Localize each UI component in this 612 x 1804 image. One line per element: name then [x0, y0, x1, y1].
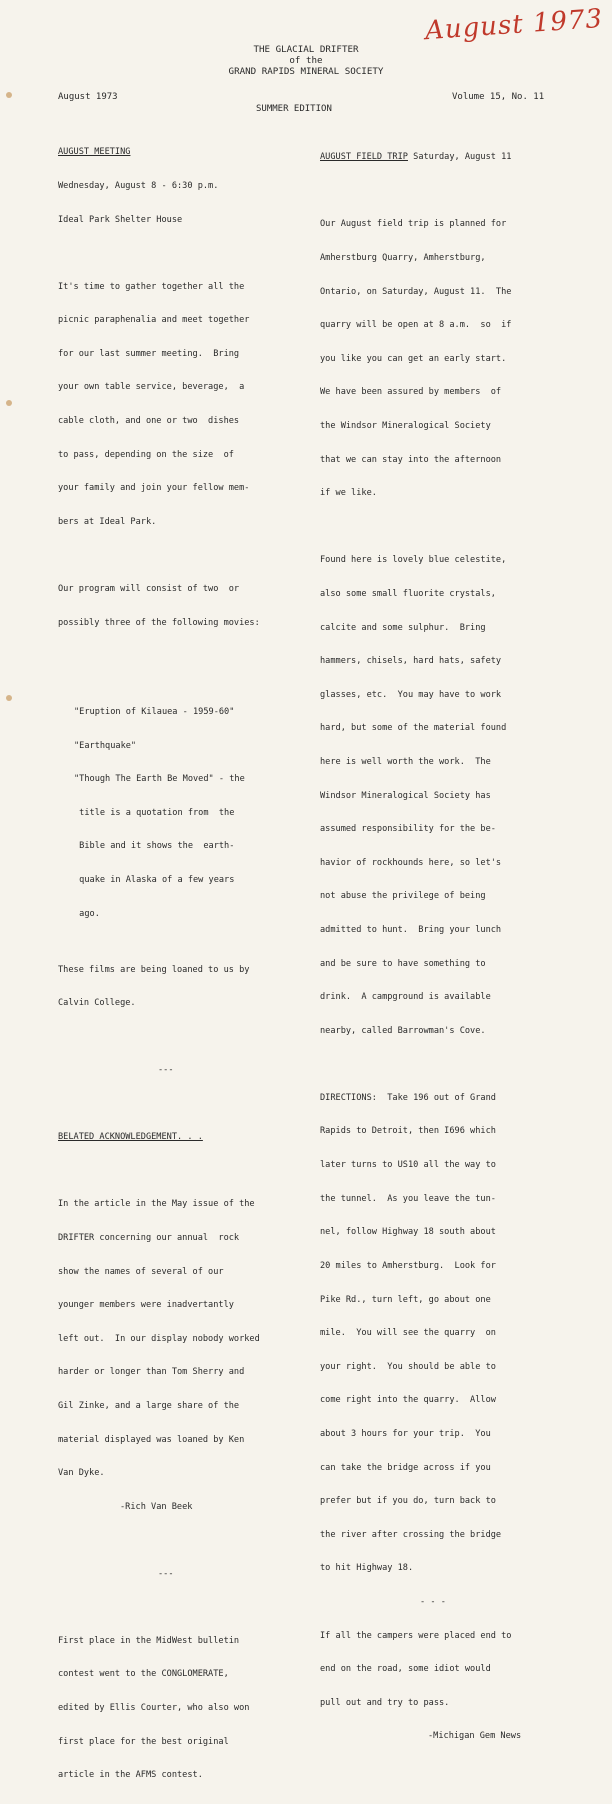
masthead-of: of the	[289, 55, 323, 66]
right-column	[320, 130, 521, 1765]
punch-mark	[6, 695, 12, 701]
joke-line: pull out and try to pass.	[320, 1697, 450, 1708]
trip-line: We have been assured by members of	[320, 387, 502, 398]
movie-line: title is a quotation from the	[74, 807, 235, 818]
trip-line: you like you can get an early start.	[320, 353, 507, 364]
program-line: Our program will consist of two or	[58, 583, 240, 594]
found-line: and be sure to have something to	[320, 958, 486, 969]
found-line: admitted to hunt. Bring your lunch	[320, 925, 502, 936]
punch-mark	[6, 92, 12, 98]
trip-line: Ontario, on Saturday, August 11. The	[320, 286, 512, 297]
joke-line: end on the road, some idiot would	[320, 1664, 491, 1675]
directions-line: come right into the quarry. Allow	[320, 1395, 496, 1406]
left-column	[58, 125, 260, 1804]
found-line: drink. A campground is available	[320, 992, 491, 1003]
directions-line: the river after crossing the bridge	[320, 1529, 502, 1540]
ack-heading: BELATED ACKNOWLEDGEMENT. . .	[58, 1132, 203, 1143]
trip-line: if we like.	[320, 488, 377, 499]
meeting-para-line: for our last summer meeting. Bring	[58, 348, 240, 359]
joke-signature: -Michigan Gem News	[428, 1731, 522, 1742]
meeting-para-line: bers at Ideal Park.	[58, 516, 157, 527]
directions-line: Pike Rd., turn left, go about one	[320, 1294, 491, 1305]
directions-line: Rapids to Detroit, then I696 which	[320, 1126, 496, 1137]
directions-line: DIRECTIONS: Take 196 out of Grand	[320, 1092, 496, 1103]
separator: ---	[158, 1065, 174, 1076]
trip-line: quarry will be open at 8 a.m. so if	[320, 320, 512, 331]
issue-edition: SUMMER EDITION	[256, 104, 332, 114]
directions-line: your right. You should be able to	[320, 1361, 496, 1372]
found-line: calcite and some sulphur. Bring	[320, 622, 486, 633]
contest-line: contest went to the CONGLOMERATE,	[58, 1669, 229, 1680]
separator: - - -	[420, 1597, 446, 1607]
contest-line: First place in the MidWest bulletin	[58, 1635, 240, 1646]
directions-line: mile. You will see the quarry on	[320, 1328, 496, 1339]
found-line: havior of rockhounds here, so let's	[320, 857, 502, 868]
directions-line: later turns to US10 all the way to	[320, 1160, 496, 1171]
ack-line: left out. In our display nobody worked	[58, 1333, 260, 1344]
meeting-line: Ideal Park Shelter House	[58, 214, 183, 225]
ack-line: Gil Zinke, and a large share of the	[58, 1400, 240, 1411]
ack-line: harder or longer than Tom Sherry and	[58, 1367, 245, 1378]
found-line: nearby, called Barrowman's Cove.	[320, 1025, 486, 1036]
films-line: Calvin College.	[58, 998, 136, 1009]
meeting-para-line: It's time to gather together all the	[58, 281, 245, 292]
movie-line: "Though The Earth Be Moved" - the	[74, 774, 245, 785]
found-line: also some small fluorite crystals,	[320, 588, 496, 599]
meeting-para-line: cable cloth, and one or two dishes	[58, 416, 240, 427]
handwritten-date: August 1973	[424, 3, 604, 47]
meeting-para-line: picnic paraphenalia and meet together	[58, 315, 250, 326]
directions-line: 20 miles to Amherstburg. Look for	[320, 1260, 496, 1271]
contest-line: article in the AFMS contest.	[58, 1770, 203, 1781]
punch-mark	[6, 400, 12, 406]
meeting-line: Wednesday, August 8 - 6:30 p.m.	[58, 181, 219, 192]
films-line: These films are being loaned to us by	[58, 964, 250, 975]
trip-date: Saturday, August 11	[407, 152, 512, 163]
directions-line: nel, follow Highway 18 south about	[320, 1227, 496, 1238]
found-line: assumed responsibility for the be-	[320, 824, 496, 835]
found-line: hard, but some of the material found	[320, 723, 507, 734]
ack-line: Van Dyke.	[58, 1468, 105, 1479]
trip-line: Our August field trip is planned for	[320, 219, 507, 230]
meeting-heading: AUGUST MEETING	[58, 147, 131, 158]
found-line: here is well worth the work. The	[320, 756, 491, 767]
found-line: glasses, etc. You may have to work	[320, 689, 502, 700]
movie-line: quake in Alaska of a few years	[74, 875, 235, 885]
issue-volume: Volume 15, No. 11	[452, 92, 545, 102]
directions-line: prefer but if you do, turn back to	[320, 1496, 496, 1507]
movie-line: ago.	[74, 908, 100, 919]
meeting-para-line: to pass, depending on the size of	[58, 449, 234, 460]
trip-line: the Windsor Mineralogical Society	[320, 421, 491, 432]
contest-line: first place for the best original	[58, 1736, 229, 1747]
found-line: Found here is lovely blue celestite,	[320, 555, 507, 566]
ack-line: In the article in the May issue of the	[58, 1199, 255, 1210]
program-line: possibly three of the following movies:	[58, 617, 260, 628]
ack-line: younger members were inadvertantly	[58, 1300, 234, 1311]
joke-line: If all the campers were placed end to	[320, 1630, 512, 1641]
ack-signature: -Rich Van Beek	[120, 1501, 193, 1512]
trip-heading: AUGUST FIELD TRIP	[320, 152, 408, 163]
meeting-para-line: your family and join your fellow mem-	[58, 483, 250, 494]
movie-line: "Eruption of Kilauea - 1959-60"	[74, 706, 235, 717]
movie-line: Bible and it shows the earth-	[74, 841, 235, 852]
found-line: hammers, chisels, hard hats, safety	[320, 656, 502, 667]
masthead-title: THE GLACIAL DRIFTER	[253, 44, 359, 55]
ack-line: DRIFTER concerning our annual rock	[58, 1232, 240, 1243]
contest-line: edited by Ellis Courter, who also won	[58, 1703, 250, 1714]
ack-line: show the names of several of our	[58, 1266, 224, 1277]
meeting-para-line: your own table service, beverage, a	[58, 382, 245, 393]
directions-line: about 3 hours for your trip. You	[320, 1428, 491, 1439]
issue-date: August 1973	[58, 92, 118, 102]
movie-line: "Earthquake"	[74, 740, 137, 751]
found-line: Windsor Mineralogical Society has	[320, 790, 491, 801]
directions-line: the tunnel. As you leave the tun-	[320, 1193, 496, 1204]
ack-line: material displayed was loaned by Ken	[58, 1434, 245, 1445]
trip-line: that we can stay into the afternoon	[320, 454, 502, 465]
found-line: not abuse the privilege of being	[320, 891, 486, 902]
masthead-society: GRAND RAPIDS MINERAL SOCIETY	[228, 66, 384, 77]
trip-line: Amherstburg Quarry, Amherstburg,	[320, 253, 486, 264]
separator: ---	[158, 1568, 174, 1579]
directions-line: to hit Highway 18.	[320, 1563, 414, 1574]
directions-line: can take the bridge across if you	[320, 1462, 491, 1473]
